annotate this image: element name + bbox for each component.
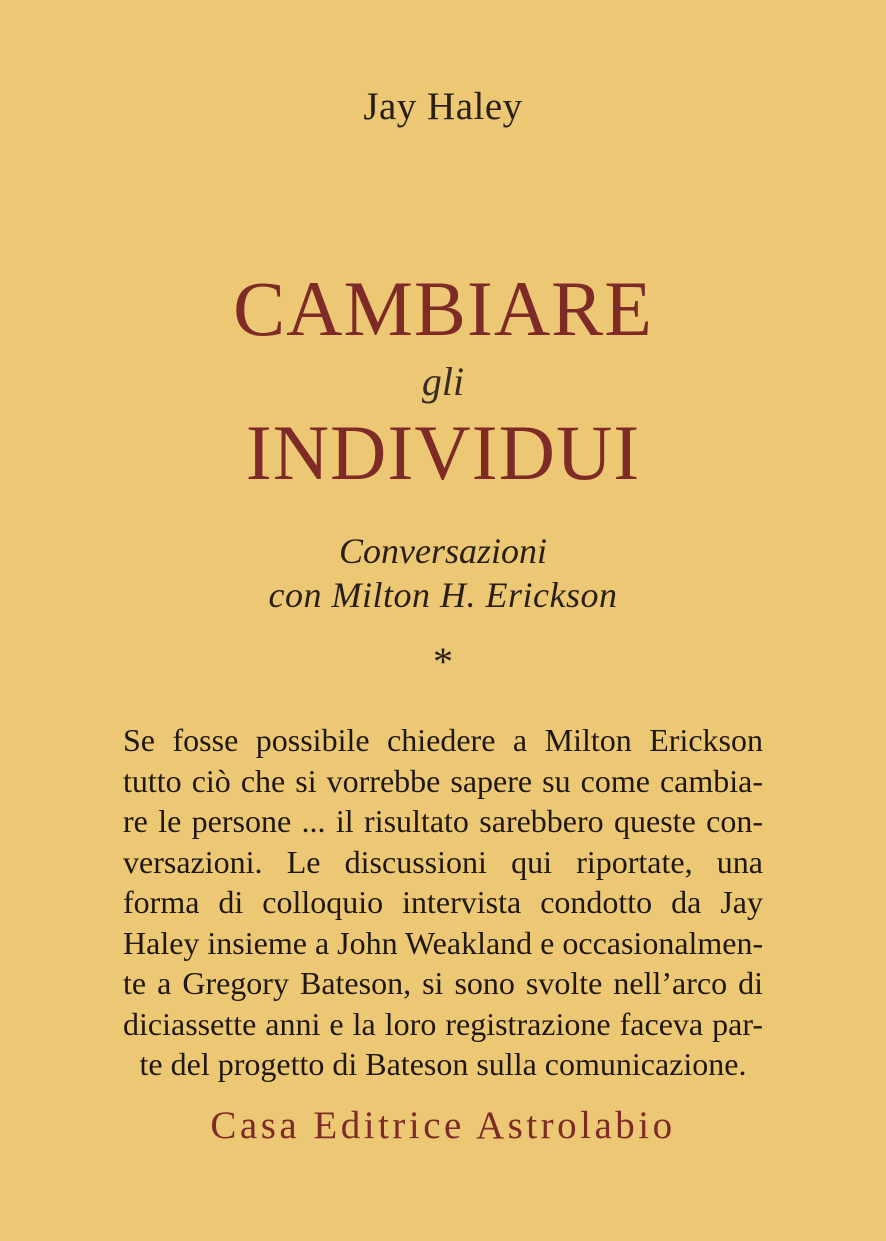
subtitle-line-2: con Milton H. Erickson <box>268 575 618 615</box>
subtitle-line-1: Conversazioni <box>338 531 547 571</box>
blurb-line: diciassette anni e la loro registrazione faceva par- <box>123 1005 763 1042</box>
asterisk-ornament: * <box>433 639 453 684</box>
blurb-line: tutto ciò che si vorrebbe sapere su come cambia- <box>123 762 763 799</box>
blurb-line: Se fosse possibile chiedere a Milton Erickson <box>123 722 763 758</box>
blurb-line: re le persone ... il risultato sarebbero queste con- <box>123 803 763 839</box>
blurb-line: te a Gregory Bateson, si sono svolte nell’arco di <box>123 965 763 1001</box>
blurb-line: Haley insieme a John Weakland e occasionalmen- <box>123 924 764 961</box>
blurb-text <box>123 720 763 1085</box>
title-line-2: INDIVIDUI <box>245 409 641 496</box>
publisher-name: Casa Editrice Astrolabio <box>210 1104 676 1147</box>
author-name: Jay Haley <box>363 85 523 128</box>
blurb-line: versazioni. Le discussioni qui riportate, una <box>123 843 763 880</box>
blurb-line: forma di colloquio intervista condotto da Jay <box>123 884 763 920</box>
blurb-line: te del progetto di Bateson sulla comunicazione. <box>139 1046 747 1082</box>
title-connector: gli <box>421 359 465 404</box>
title-line-1: CAMBIARE <box>233 265 653 352</box>
